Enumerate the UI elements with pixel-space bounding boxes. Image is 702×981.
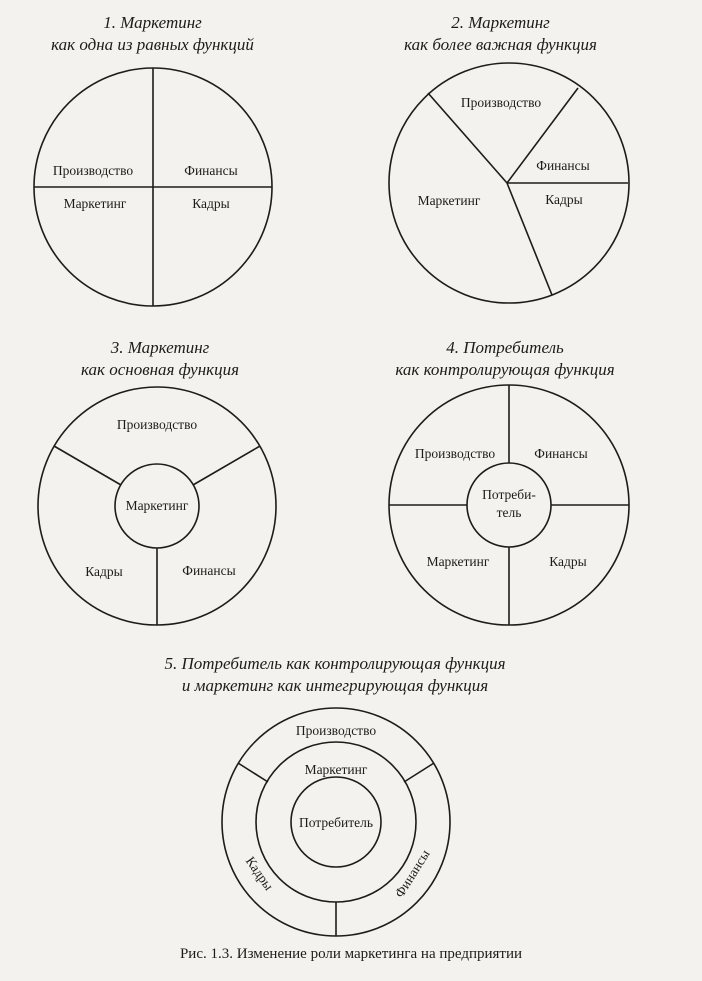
diagram-5-label-finance: Финансы	[391, 846, 433, 901]
diagram-3-label-personnel: Кадры	[85, 564, 123, 579]
diagram-3-label-production: Производство	[116, 417, 198, 432]
diagram-1	[34, 68, 272, 306]
diagram-5-title-line2: и маркетинг как интегрирующая функция	[181, 676, 489, 695]
diagram-3-label-marketing: Маркетинг	[125, 498, 189, 513]
diagram-1-title-line2: как одна из равных функций	[51, 35, 254, 54]
diagram-1-label-marketing: Маркетинг	[63, 196, 127, 211]
figure-caption: Рис. 1.3. Изменение роли маркетинга на предприятии	[179, 946, 523, 962]
diagram-2-label-finance: Финансы	[536, 158, 590, 173]
diagram-4-label-marketing: Маркетинг	[426, 554, 490, 569]
diagram-2-label-production: Производство	[460, 95, 542, 110]
diagram-2	[389, 63, 629, 303]
diagram-4-label-personnel: Кадры	[549, 554, 587, 569]
diagram-3	[38, 387, 276, 625]
diagram-5-divider-right	[404, 763, 434, 782]
diagram-3-divider-right	[193, 446, 260, 485]
diagram-4	[389, 385, 629, 625]
diagram-4-title-line1: 4. Потребитель	[446, 338, 564, 357]
diagram-4-title-line2: как контролирующая функция	[395, 360, 615, 379]
diagram-5-divider-left	[238, 763, 268, 782]
diagram-5-label-production: Производство	[295, 723, 377, 738]
diagram-2-title-line1: 2. Маркетинг	[451, 13, 550, 32]
diagram-4-label-consumer-line2: тель	[496, 505, 522, 520]
diagram-3-label-finance: Финансы	[182, 563, 236, 578]
diagram-5-label-consumer: Потребитель	[298, 815, 374, 830]
diagram-3-title-line2: как основная функция	[80, 360, 239, 379]
diagram-4-label-consumer-line1: Потреби-	[482, 487, 536, 502]
diagram-3-title-line1: 3. Маркетинг	[110, 338, 210, 357]
diagram-5-label-marketing: Маркетинг	[304, 762, 368, 777]
diagram-5-label-personnel: Кадры	[242, 853, 277, 894]
diagram-1-label-finance: Финансы	[184, 163, 238, 178]
diagram-2-title-line2: как более важная функция	[404, 35, 597, 54]
diagram-5	[222, 708, 450, 936]
diagram-1-title-line1: 1. Маркетинг	[103, 13, 202, 32]
diagram-1-label-production: Производство	[52, 163, 134, 178]
diagram-1-label-personnel: Кадры	[192, 196, 230, 211]
diagram-4-label-production: Производство	[414, 446, 496, 461]
diagram-2-label-marketing: Маркетинг	[417, 193, 481, 208]
diagram-5-title-line1: 5. Потребитель как контролирующая функция	[164, 654, 506, 673]
diagram-3-divider-left	[54, 446, 121, 485]
diagram-2-label-personnel: Кадры	[545, 192, 583, 207]
diagram-4-label-finance: Финансы	[534, 446, 588, 461]
